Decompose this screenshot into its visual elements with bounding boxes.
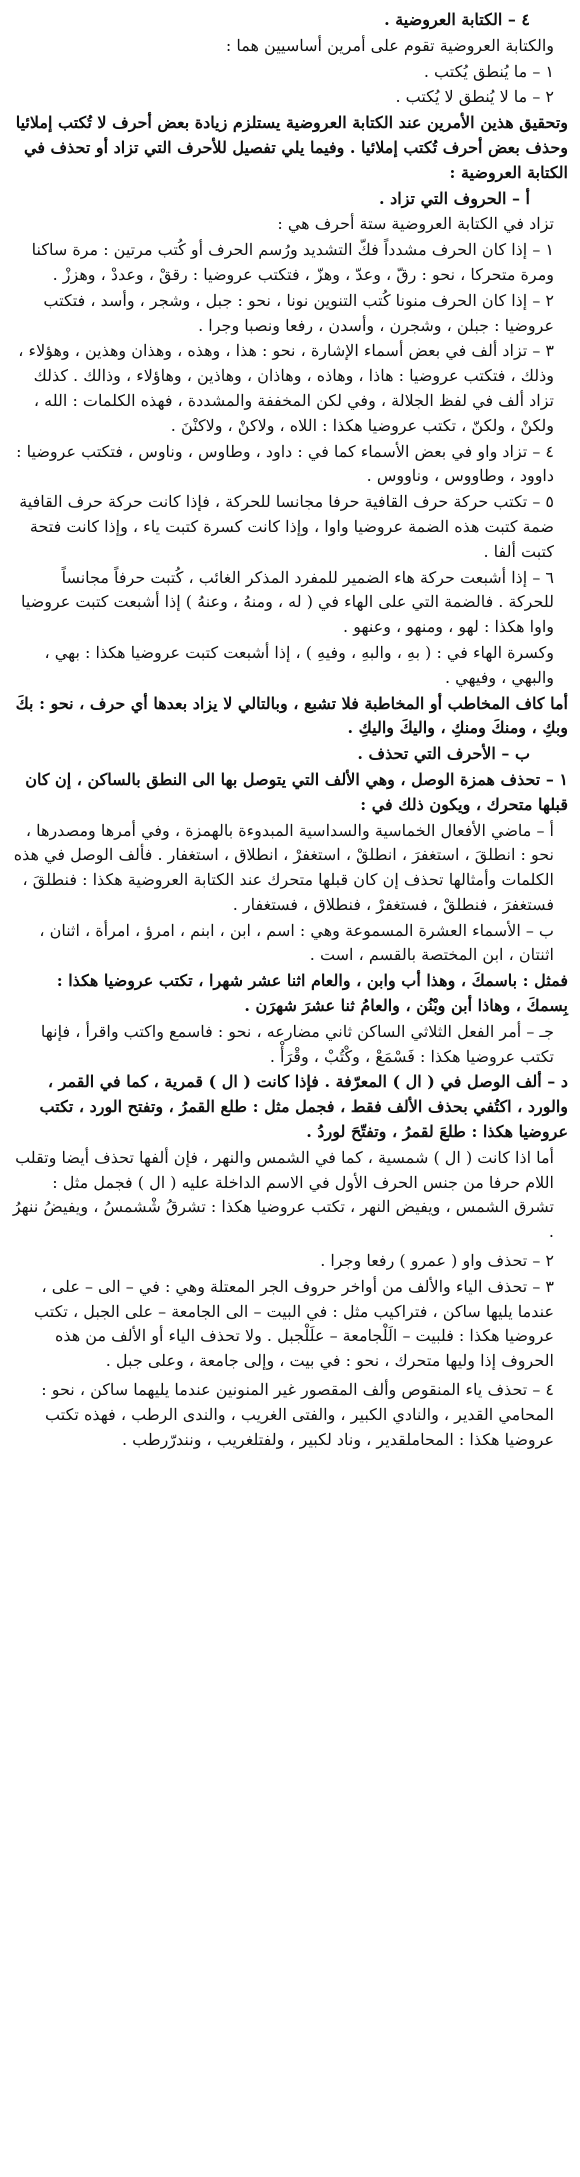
text-line: د – ألف الوصل في ( ال ) المعرّفة . فإذا كانت ( ال ) قمرية ، كما في القمر ، والورد ، اكتُفي بحذف الألف فقط ، فجمل مثل : طلع القمرُ ، وتفتح الورد ، تكتب عروضيا هكذا : طلعَ لقمرُ ، وتفتّحَ لوردُ . xyxy=(39,1072,568,1142)
text-line: ٣ – تزاد ألف في بعض أسماء الإشارة ، نحو : هذا ، وهذه ، وهذان وهذين ، وهؤلاء ، وذلك ، فتكتب عروضيا : هاذا ، وهاذه ، وهاذان ، وهاذين ، وهاؤلاء ، وذالك . كذلك تزاد ألف في لفظ الجلالة ، وفي لكن المخففة والمشددة ، فهذه الكلمات : الله ، ولكنْ ، ولكنّ ، تكتب عروضيا هكذا : اللاه ، ولاكنْ ، ولاكنْنَ . xyxy=(18,341,554,435)
text-block xyxy=(12,742,568,767)
text-block xyxy=(12,1070,568,1144)
text-line: ٢ – ما لا يُنطق لا يُكتب . xyxy=(395,87,554,107)
text-line: وكسرة الهاء في : ( بهِ ، والبهِ ، وفيهِ ) ، إذا أشبعت كتبت عروضيا هكذا : بهي ، والبهي ، وفيهي . xyxy=(44,642,554,687)
text-block xyxy=(12,339,568,438)
text-line: ب – الأسماء العشرة المسموعة وهي : اسم ، ابن ، ابنم ، امرؤ ، امرأة ، اثنان ، اثنتان ، ابن المختصة بالقسم ، است . xyxy=(39,920,554,965)
text-block xyxy=(12,1378,568,1452)
text-block xyxy=(12,1146,568,1245)
text-line: ١ – تحذف همزة الوصل ، وهي الألف التي يتوصل بها الى النطق بالساكن ، إن كان قبلها متحرك ، ويكون ذلك في : xyxy=(25,769,568,814)
text-block xyxy=(12,969,568,1019)
text-line: ٤ – تحذف ياء المنقوص وألف المقصور غير المنونين عندما يليهما ساكن ، نحو : المحامي القدير ، والنادي الكبير ، والفتى الغريب ، والندى الرطب ، فهذه تكتب عروضيا هكذا : المحاملقدير ، وناد لكبير ، ولفتلغريب ، ونندرّرطب . xyxy=(41,1380,554,1449)
text-block xyxy=(12,289,568,339)
text-block xyxy=(12,187,568,212)
text-line: فمثل : باسمكَ ، وهذا أب وابن ، والعام اثنا عشر شهرا ، تكتب عروضيا هكذا : بِسمكَ ، وهاذا أبن وبْنُن ، والعامُ ثنا عشرَ شهرَن . xyxy=(56,971,568,1016)
text-line: ١ – ما يُنطق يُكتب . xyxy=(423,61,554,81)
text-block xyxy=(12,641,568,691)
text-block xyxy=(12,1249,568,1274)
text-block xyxy=(12,768,568,818)
text-block xyxy=(12,1020,568,1070)
text-line: أما اذا كانت ( ال ) شمسية ، كما في الشمس والنهر ، فإن ألفها تحذف أيضا وتقلب اللام حرفا من جنس الحرف الأول في الاسم الداخلة عليه ( ال ) فجمل مثل : تشرق الشمس ، ويفيض النهر ، تكتب عروضيا هكذا : تشرقُ شْشمسُ ، ويفيضُ ننهرُ . xyxy=(12,1147,554,1242)
text-block xyxy=(12,212,568,237)
text-line: ٦ – إذا أشبعت حركة هاء الضمير للمفرد المذكر الغائب ، كُتبت حرفاً مجانساً للحركة . فالضمة التي على الهاء في ( له ، ومنهُ ، وعنهُ ) إذا أشبعت كتبت عروضيا واوا هكذا : لهو ، ومنهو ، وعنهو . xyxy=(20,567,554,637)
text-line: وتحقيق هذين الأمرين عند الكتابة العروضية يستلزم زيادة بعض أحرف لا تُكتب إملائيا وحذف بعض أحرف تُكتب إملائيا . وفيما يلي تفصيل للأحرف التي تزاد أو تحذف في الكتابة العروضية : xyxy=(15,113,568,182)
text-block xyxy=(12,692,568,742)
text-block xyxy=(12,490,568,564)
text-line: أ – ماضي الأفعال الخماسية والسداسية المبدوءة بالهمزة ، وفي أمرها ومصدرها ، نحو : انطلقَ ، استغفرَ ، انطلقْ ، استغفرْ ، انطلاق ، استغفار . فألف الوصل في هذه الكلمات وأمثالها تحذف إن كان قبلها متحرك عند الكتابة العروضية هكذا : فنطلقَ ، فستغفرَ ، فنطلقْ ، فستغفرْ ، فنطلاق ، فستغفار . xyxy=(13,820,554,914)
text-block xyxy=(12,60,568,85)
text-block xyxy=(12,919,568,969)
text-line: ٢ – إذا كان الحرف منونا كُتب التنوين نونا ، نحو : جبل ، وشجر ، وأسد ، فتكتب عروضيا : جبلن ، وشجرن ، وأسدن ، رفعا ونصبا وجرا . xyxy=(43,290,554,335)
text-block xyxy=(12,566,568,640)
text-block xyxy=(12,1275,568,1374)
text-line: ٥ – تكتب حركة حرف القافية حرفا مجانسا للحركة ، فإذا كانت حركة حرف القافية ضمة كتبت هذه الضمة عروضيا واوا ، وإذا كانت كسرة كتبت ياء ، وإذا كانت فتحة كتبت ألفا . xyxy=(19,492,554,561)
text-line: جـ – أمر الفعل الثلاثي الساكن ثاني مضارعه ، نحو : فاسمع واكتب واقرأ ، فإنها تكتب عروضيا هكذا : فَسْمَعْ ، وكْتُبْ ، وقْرَأْ . xyxy=(40,1021,554,1066)
text-block xyxy=(12,238,568,288)
text-line: والكتابة العروضية تقوم على أمرين أساسيين هما : xyxy=(225,35,554,55)
text-block xyxy=(12,34,568,59)
text-line: ٤ – الكتابة العروضية . xyxy=(384,10,530,29)
text-line: ١ – إذا كان الحرف مشدداً فكّ التشديد ورُسم الحرف أو كُتب مرتين : مرة ساكنا ومرة متحركا ، نحو : رقّ ، وعدّ ، وهزّ ، فتكتب عروضيا : رققْ ، وعددْ ، وهززْ . xyxy=(31,240,554,284)
text-line: أ – الحروف التي تزاد . xyxy=(379,188,530,208)
text-block xyxy=(12,8,568,33)
text-line: ب – الأحرف التي تحذف . xyxy=(357,744,530,764)
text-line: ٢ – تحذف واو ( عمرو ) رفعا وجرا . xyxy=(320,1251,554,1271)
text-line: ٤ – تزاد واو في بعض الأسماء كما في : داود ، وطاوس ، وناوس ، فتكتب عروضيا : داوود ، وطاووس ، وناووس . xyxy=(16,441,554,486)
text-line: ٣ – تحذف الياء والألف من أواخر حروف الجر المعتلة وهي : في – الى – على ، عندما يليها ساكن ، فتراكيب مثل : في البيت – الى الجامعة – على الجبل ، تكتب عروضيا هكذا : فلبيت – الَلْجامعة – علَلْجبل . ولا تحذف الياء أو الألف من هذه الحروف إذا وليها متحرك ، نحو : في بيت ، وإلى جامعة ، وعلى جبل . xyxy=(34,1276,554,1371)
text-line: تزاد في الكتابة العروضية ستة أحرف هي : xyxy=(277,214,554,234)
text-block xyxy=(12,85,568,110)
text-line: أما كاف المخاطب أو المخاطبة فلا تشبع ، وبالتالي لا يزاد بعدها أي حرف ، نحو : بكَ وبكِ ، ومنكَ ومنكِ ، واليكَ واليكِ . xyxy=(15,693,568,738)
text-block xyxy=(12,819,568,918)
text-block xyxy=(12,111,568,185)
text-block xyxy=(12,440,568,490)
